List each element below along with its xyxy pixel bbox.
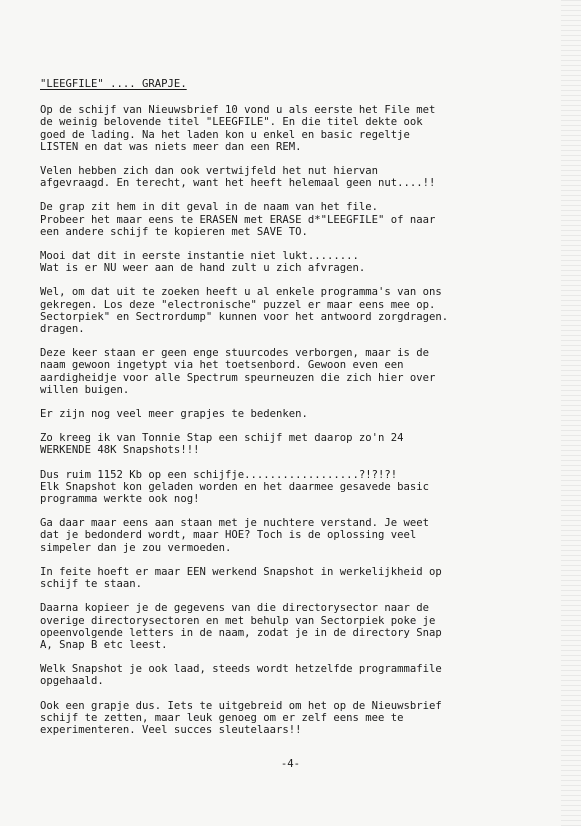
- paragraph-5: Wel, om dat uit te zoeken heeft u al enkele programma's van ons gekregen. Los deze "electronische" puzzel er maar eens mee op. Sectorpiek" en Sectrordump" kunnen voor het antwoord zorgdragen. dragen.: [40, 286, 449, 336]
- paragraph-10: Ga daar maar eens aan staan met je nuchtere verstand. Je weet dat je bedonderd wordt, maar HOE? Toch is de oplossing veel simpeler dan je zou vermoeden.: [40, 517, 430, 554]
- paragraph-7: Er zijn nog veel meer grapjes te bedenken.: [40, 408, 308, 421]
- paragraph-9: Dus ruim 1152 Kb op een schijfje..................?!?!?! Elk Snapshot kon geladen worden en het daarmee gesavede basic programma werkte ook nog!: [40, 468, 430, 506]
- page-number: -4-: [280, 758, 301, 770]
- paragraph-6: Deze keer staan er geen enge stuurcodes verborgen, maar is de naam gewoon ingetypt via het toetsenbord. Gewoon even een aardigheidje voor alle Spectrum speurneuzen die zich hier over willen buigen.: [40, 347, 436, 396]
- paragraph-13: Welk Snapshot je ook laad, steeds wordt hetzelfde programmafile opgehaald.: [40, 663, 442, 688]
- paragraph-2: Velen hebben zich dan ook vertwijfeld het nut hiervan afgevraagd. En terecht, want het heeft helemaal geen nut....!!: [40, 165, 436, 190]
- scan-edge-noise: [561, 0, 581, 826]
- paragraph-8: Zo kreeg ik van Tonnie Stap een schijf met daarop zo'n 24 WERKENDE 48K Snapshots!!!: [40, 432, 404, 457]
- paragraph-3: De grap zit hem in dit geval in de naam van het file. Probeer het maar eens te ERASEN met ERASE d*"LEEGFILE" of naar een andere schijf te kopieren met SAVE TO.: [40, 201, 436, 238]
- article-title: "LEEGFILE" .... GRAPJE.: [40, 78, 187, 90]
- paragraph-12: Daarna kopieer je de gegevens van die directorysector naar de overige directorysectoren en met behulp van Sectorpiek poke je opeenvolgende letters in de naam, zodat je in de directory Snap A, Snap B etc leest.: [40, 602, 442, 651]
- article: [40, 78, 510, 748]
- paragraph-4: Mooi dat dit in eerste instantie niet lukt........ Wat is er NU weer aan de hand zult u zich afvragen.: [40, 250, 366, 275]
- paragraph-1: Op de schijf van Nieuwsbrief 10 vond u als eerste het File met de weinig belovende titel "LEEGFILE". En die titel dekte ook goed de lading. Na het laden kon u enkel en basic regeltje LISTEN en dat was niets meer dan een REM.: [40, 104, 436, 153]
- paragraph-14: Ook een grapje dus. Iets te uitgebreid om het op de Nieuwsbrief schijf te zetten, maar leuk genoeg om er zelf eens mee te experimenteren. Veel succes sleutelaars!!: [40, 699, 442, 736]
- paragraph-11: In feite hoeft er maar EEN werkend Snapshot in werkelijkheid op schijf te staan.: [40, 565, 442, 591]
